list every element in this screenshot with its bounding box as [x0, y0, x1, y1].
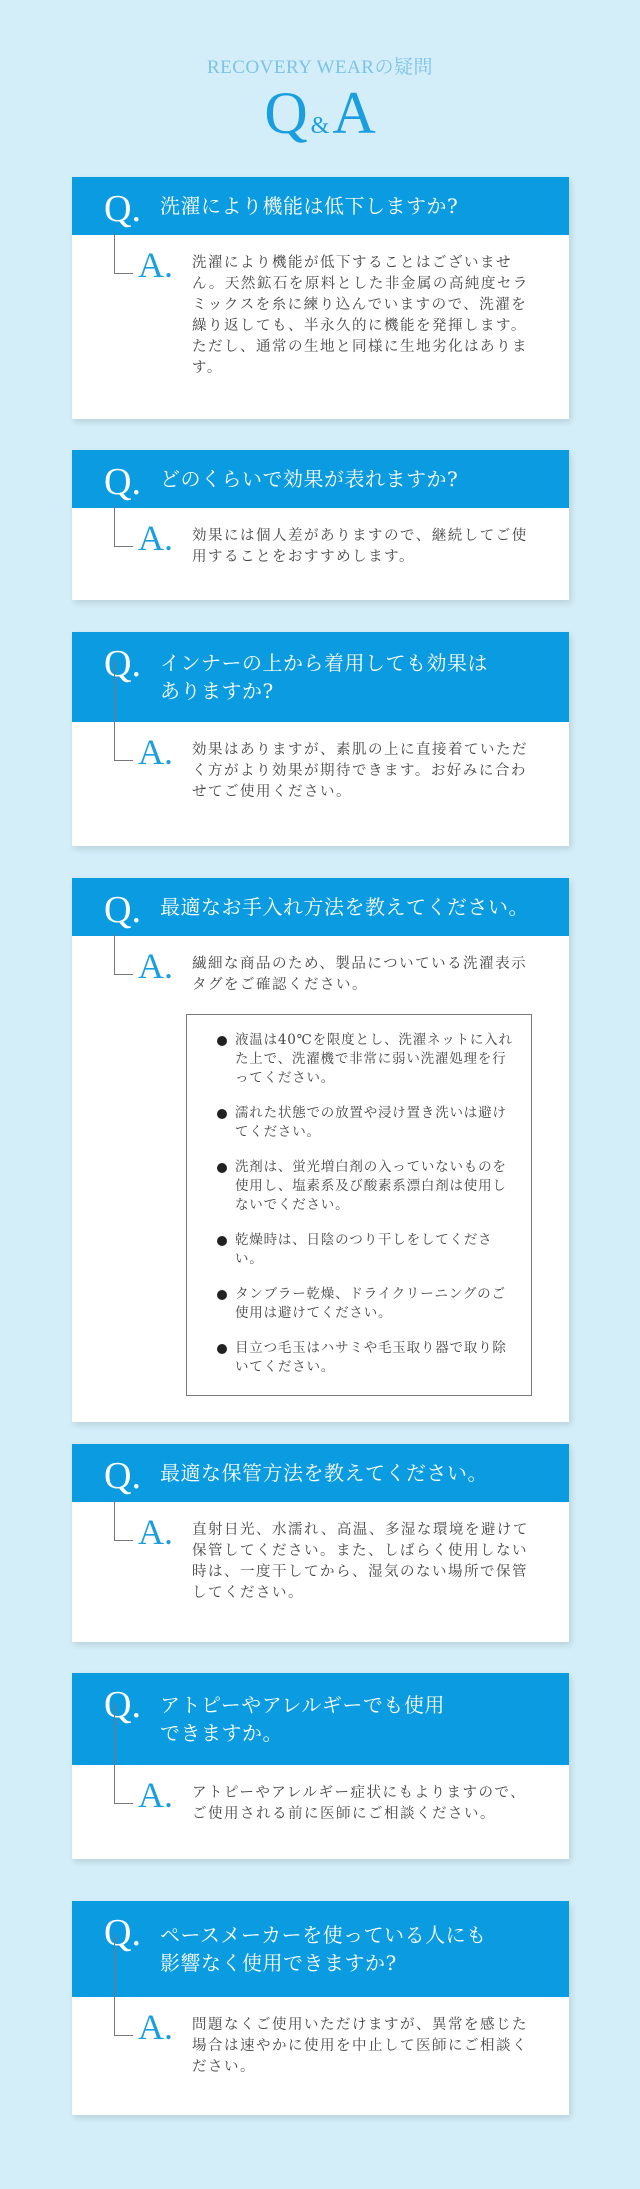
- connector-line: [114, 1500, 133, 1541]
- title-q: Q: [264, 80, 308, 146]
- page-title: [0, 80, 640, 146]
- connector-line: [114, 934, 133, 975]
- question-bar: [72, 1673, 569, 1765]
- faq-card-care: [72, 878, 569, 1422]
- a-marker: A.: [138, 1775, 173, 1815]
- answer-text: 直射日光、水濡れ、高温、多湿な環境を避けて保管してください。また、しばらく使用しない時は、一度干してから、湿気のない場所で保管してください。: [192, 1522, 529, 1601]
- title-a: A: [332, 80, 376, 146]
- care-item: [217, 1158, 513, 1215]
- q-marker: Q.: [104, 461, 141, 503]
- question-bar: [72, 177, 569, 235]
- care-item-text: タンブラー乾燥、ドライクリーニングのご使用は避けてください。: [235, 1286, 506, 1321]
- q-marker: Q.: [104, 1912, 141, 1954]
- answer-row: [72, 1765, 569, 1859]
- a-marker: A.: [138, 732, 173, 772]
- question-bar: [72, 1901, 569, 1997]
- connector-line: [114, 1703, 133, 1804]
- care-item-text: 洗剤は、蛍光増白剤の入っていないものを使用し、塩素系及び酸素系漂白剤は使用しないでください。: [235, 1159, 507, 1213]
- connector-line: [114, 660, 133, 761]
- answer-text: 問題なくご使用いただけますが、異常を感じた場合は速やかに使用を中止して医師にご相談ください。: [192, 2017, 528, 2075]
- faq-card-pacemaker: [72, 1901, 569, 2115]
- care-item-text: 目立つ毛玉はハサミや毛玉取り器で取り除いてください。: [235, 1340, 507, 1375]
- a-marker: A.: [138, 245, 173, 285]
- question-bar: [72, 878, 569, 936]
- care-item-text: 液温は40℃を限度とし、洗濯ネットに入れた上で、洗濯機で非常に弱い洗濯処理を行ってください。: [235, 1032, 513, 1086]
- bullet-icon: [217, 1163, 227, 1173]
- answer-row: [72, 1997, 569, 2115]
- q-marker: Q.: [104, 1684, 141, 1726]
- connector-line: [114, 233, 133, 274]
- bullet-icon: [217, 1236, 227, 1246]
- a-marker: A.: [138, 1512, 173, 1552]
- answer-text: 洗濯により機能が低下することはございません。天然鉱石を原料とした非金属の高純度セラミックスを糸に練り込んでいますので、洗濯を繰り返しても、半永久的に機能を発揮します。ただし、通常の生地と同様に生地劣化はあります。: [192, 255, 529, 376]
- answer-row: [72, 936, 569, 1422]
- page-subtitle: RECOVERY WEARの疑問: [207, 57, 433, 78]
- care-instructions-box: [186, 1014, 532, 1396]
- faq-card-allergy: [72, 1673, 569, 1859]
- care-item-text: 乾燥時は、日陰のつり干しをしてください。: [235, 1232, 493, 1267]
- care-item-text: 濡れた状態での放置や浸け置き洗いは避けてください。: [235, 1105, 507, 1140]
- bullet-icon: [217, 1109, 227, 1119]
- q-marker: Q.: [104, 188, 141, 230]
- question-bar: [72, 632, 569, 722]
- question-text: 最適な保管方法を教えてください。: [160, 1461, 488, 1485]
- question-bar: [72, 1444, 569, 1502]
- a-marker: A.: [138, 2007, 173, 2047]
- question-text: ペースメーカーを使っている人にも影響なく使用できますか?: [160, 1923, 487, 1975]
- faq-card-washing: [72, 177, 569, 419]
- answer-text: アトピーやアレルギー症状にもよりますので、ご使用される前に医師にご相談ください。: [192, 1785, 527, 1822]
- care-item: [217, 1031, 513, 1088]
- answer-row: [72, 235, 569, 419]
- a-marker: A.: [138, 518, 173, 558]
- q-marker: Q.: [104, 889, 141, 931]
- answer-text: 繊細な商品のため、製品についている洗濯表示タグをご確認ください。: [192, 956, 528, 993]
- faq-card-effect-time: [72, 450, 569, 600]
- question-text: インナーの上から着用しても効果はありますか?: [160, 651, 488, 703]
- answer-row: [72, 1502, 569, 1642]
- care-item: [217, 1104, 513, 1142]
- bullet-icon: [217, 1036, 227, 1046]
- question-text: 洗濯により機能は低下しますか?: [160, 194, 459, 218]
- connector-line: [114, 506, 133, 547]
- q-marker: Q.: [104, 643, 141, 685]
- question-text: 最適なお手入れ方法を教えてください。: [160, 895, 529, 919]
- faq-card-storage: [72, 1444, 569, 1642]
- answer-row: [72, 508, 569, 600]
- bullet-icon: [217, 1290, 227, 1300]
- answer-text: 効果はありますが、素肌の上に直接着ていただく方がより効果が期待できます。お好みに合わせてご使用ください。: [192, 742, 528, 800]
- faq-card-inner: [72, 632, 569, 846]
- care-item: [217, 1339, 513, 1377]
- a-marker: A.: [138, 946, 173, 986]
- question-text: どのくらいで効果が表れますか?: [160, 467, 459, 491]
- question-text: アトピーやアレルギーでも使用できますか。: [160, 1693, 445, 1745]
- title-amp: &: [310, 113, 330, 139]
- q-marker: Q.: [104, 1455, 141, 1497]
- answer-text: 効果には個人差がありますので、継続してご使用することをおすすめします。: [192, 528, 528, 565]
- bullet-icon: [217, 1344, 227, 1354]
- page-header: [0, 0, 640, 148]
- question-bar: [72, 450, 569, 508]
- connector-line: [114, 1935, 133, 2036]
- care-item: [217, 1285, 513, 1323]
- answer-row: [72, 722, 569, 846]
- care-item: [217, 1231, 513, 1269]
